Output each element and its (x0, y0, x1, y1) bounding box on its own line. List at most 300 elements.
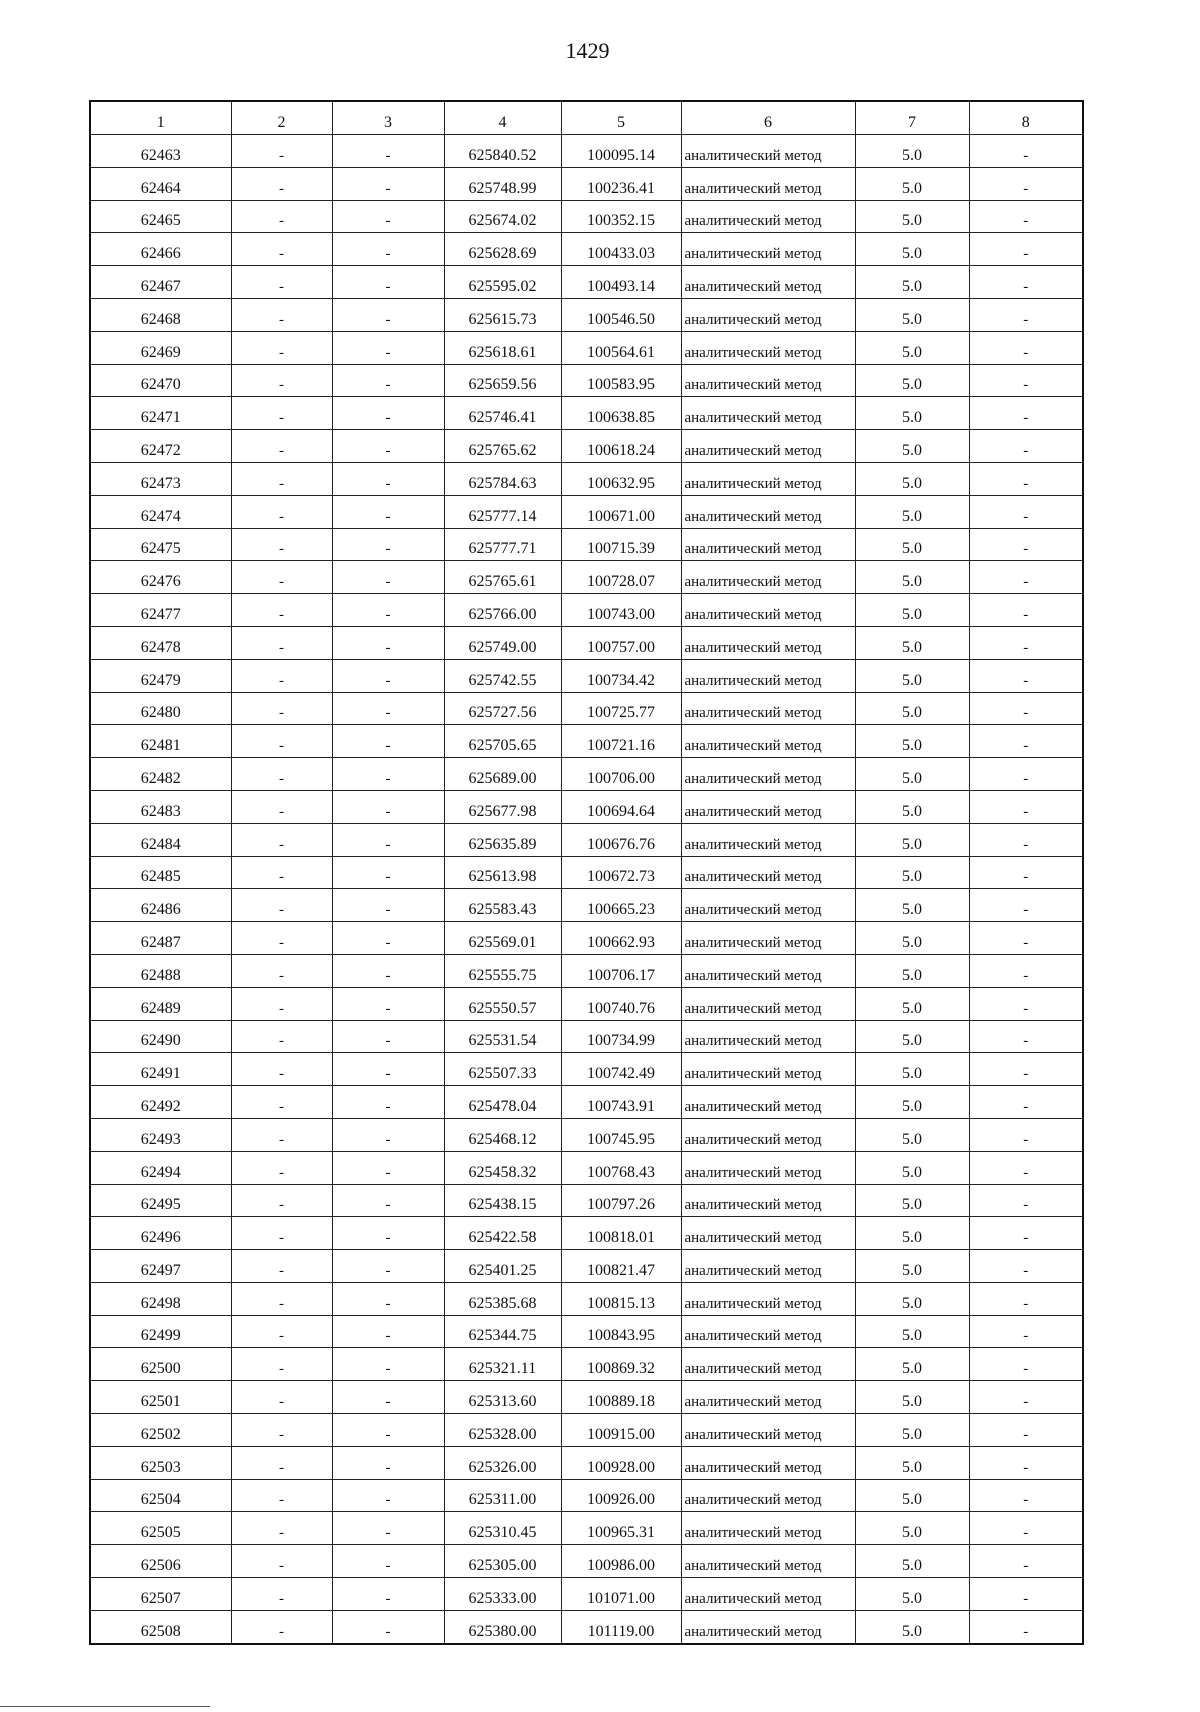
cell-coord-y: 100665.23 (561, 889, 681, 922)
cell-col-8: - (969, 1217, 1083, 1250)
table-row (90, 331, 1083, 364)
cell-col-2: - (231, 266, 332, 299)
cell-accuracy: 5.0 (855, 1282, 969, 1315)
cell-coord-y: 100706.00 (561, 758, 681, 791)
cell-col-2: - (231, 1315, 332, 1348)
cell-method: аналитический метод (681, 561, 855, 594)
table-row (90, 200, 1083, 233)
cell-coord-x: 625531.54 (444, 1020, 561, 1053)
cell-coord-y: 100671.00 (561, 495, 681, 528)
cell-coord-y: 100740.76 (561, 987, 681, 1020)
cell-col-2: - (231, 1545, 332, 1578)
cell-point-id: 62482 (90, 758, 231, 791)
cell-point-id: 62483 (90, 790, 231, 823)
cell-point-id: 62502 (90, 1414, 231, 1447)
cell-col-8: - (969, 987, 1083, 1020)
cell-accuracy: 5.0 (855, 364, 969, 397)
cell-col-8: - (969, 266, 1083, 299)
cell-accuracy: 5.0 (855, 1118, 969, 1151)
cell-coord-y: 100728.07 (561, 561, 681, 594)
cell-col-2: - (231, 1151, 332, 1184)
cell-col-3: - (332, 1086, 444, 1119)
table-header (90, 101, 1083, 135)
cell-method: аналитический метод (681, 1086, 855, 1119)
cell-method: аналитический метод (681, 1282, 855, 1315)
cell-method: аналитический метод (681, 298, 855, 331)
cell-coord-y: 100618.24 (561, 430, 681, 463)
cell-col-3: - (332, 1118, 444, 1151)
cell-col-3: - (332, 298, 444, 331)
cell-col-3: - (332, 1610, 444, 1643)
header-col-8: 8 (969, 101, 1083, 135)
cell-col-2: - (231, 889, 332, 922)
cell-coord-y: 100493.14 (561, 266, 681, 299)
table-row (90, 856, 1083, 889)
cell-coord-x: 625705.65 (444, 725, 561, 758)
cell-col-8: - (969, 135, 1083, 168)
cell-coord-x: 625615.73 (444, 298, 561, 331)
cell-col-2: - (231, 1118, 332, 1151)
cell-accuracy: 5.0 (855, 954, 969, 987)
table-row (90, 790, 1083, 823)
cell-col-8: - (969, 233, 1083, 266)
cell-coord-y: 100564.61 (561, 331, 681, 364)
cell-col-2: - (231, 1512, 332, 1545)
table-row (90, 298, 1083, 331)
cell-coord-x: 625344.75 (444, 1315, 561, 1348)
cell-coord-x: 625677.98 (444, 790, 561, 823)
cell-coord-x: 625618.61 (444, 331, 561, 364)
table-row (90, 430, 1083, 463)
table-row (90, 1545, 1083, 1578)
cell-point-id: 62495 (90, 1184, 231, 1217)
cell-accuracy: 5.0 (855, 626, 969, 659)
cell-coord-y: 100662.93 (561, 922, 681, 955)
cell-coord-x: 625765.61 (444, 561, 561, 594)
cell-coord-y: 100926.00 (561, 1479, 681, 1512)
cell-col-3: - (332, 692, 444, 725)
cell-method: аналитический метод (681, 1217, 855, 1250)
cell-method: аналитический метод (681, 266, 855, 299)
cell-coord-y: 100734.42 (561, 659, 681, 692)
cell-coord-y: 100915.00 (561, 1414, 681, 1447)
cell-coord-y: 100706.17 (561, 954, 681, 987)
cell-coord-y: 100676.76 (561, 823, 681, 856)
cell-point-id: 62496 (90, 1217, 231, 1250)
cell-method: аналитический метод (681, 331, 855, 364)
cell-point-id: 62489 (90, 987, 231, 1020)
cell-coord-y: 100928.00 (561, 1446, 681, 1479)
cell-method: аналитический метод (681, 922, 855, 955)
cell-accuracy: 5.0 (855, 922, 969, 955)
cell-col-3: - (332, 1414, 444, 1447)
cell-col-8: - (969, 1512, 1083, 1545)
cell-accuracy: 5.0 (855, 1315, 969, 1348)
table-row (90, 266, 1083, 299)
cell-col-2: - (231, 462, 332, 495)
cell-coord-x: 625507.33 (444, 1053, 561, 1086)
cell-point-id: 62474 (90, 495, 231, 528)
cell-coord-x: 625550.57 (444, 987, 561, 1020)
cell-col-8: - (969, 397, 1083, 430)
cell-col-3: - (332, 856, 444, 889)
cell-method: аналитический метод (681, 987, 855, 1020)
cell-method: аналитический метод (681, 1512, 855, 1545)
cell-accuracy: 5.0 (855, 233, 969, 266)
cell-col-3: - (332, 1151, 444, 1184)
cell-coord-y: 100821.47 (561, 1250, 681, 1283)
cell-accuracy: 5.0 (855, 1578, 969, 1611)
cell-col-3: - (332, 364, 444, 397)
cell-method: аналитический метод (681, 528, 855, 561)
cell-col-8: - (969, 528, 1083, 561)
cell-accuracy: 5.0 (855, 430, 969, 463)
cell-accuracy: 5.0 (855, 790, 969, 823)
cell-coord-y: 100986.00 (561, 1545, 681, 1578)
cell-coord-x: 625569.01 (444, 922, 561, 955)
table-row (90, 823, 1083, 856)
table-row (90, 987, 1083, 1020)
cell-col-3: - (332, 987, 444, 1020)
cell-coord-y: 100742.49 (561, 1053, 681, 1086)
table-row (90, 528, 1083, 561)
cell-coord-x: 625613.98 (444, 856, 561, 889)
cell-col-3: - (332, 397, 444, 430)
cell-col-2: - (231, 397, 332, 430)
cell-accuracy: 5.0 (855, 1250, 969, 1283)
cell-col-8: - (969, 495, 1083, 528)
cell-method: аналитический метод (681, 200, 855, 233)
cell-coord-x: 625422.58 (444, 1217, 561, 1250)
cell-col-8: - (969, 856, 1083, 889)
cell-method: аналитический метод (681, 594, 855, 627)
cell-point-id: 62500 (90, 1348, 231, 1381)
cell-coord-y: 100694.64 (561, 790, 681, 823)
cell-col-3: - (332, 135, 444, 168)
table-row (90, 462, 1083, 495)
cell-point-id: 62475 (90, 528, 231, 561)
cell-point-id: 62491 (90, 1053, 231, 1086)
cell-accuracy: 5.0 (855, 659, 969, 692)
cell-col-3: - (332, 758, 444, 791)
cell-method: аналитический метод (681, 364, 855, 397)
cell-method: аналитический метод (681, 233, 855, 266)
cell-coord-y: 100352.15 (561, 200, 681, 233)
cell-col-2: - (231, 1086, 332, 1119)
cell-accuracy: 5.0 (855, 889, 969, 922)
cell-point-id: 62466 (90, 233, 231, 266)
cell-col-2: - (231, 1250, 332, 1283)
cell-col-2: - (231, 823, 332, 856)
cell-method: аналитический метод (681, 856, 855, 889)
cell-coord-y: 101071.00 (561, 1578, 681, 1611)
cell-method: аналитический метод (681, 659, 855, 692)
cell-col-3: - (332, 889, 444, 922)
cell-coord-x: 625438.15 (444, 1184, 561, 1217)
cell-col-8: - (969, 561, 1083, 594)
table-row (90, 1151, 1083, 1184)
cell-accuracy: 5.0 (855, 1217, 969, 1250)
cell-point-id: 62464 (90, 167, 231, 200)
cell-col-2: - (231, 561, 332, 594)
cell-point-id: 62472 (90, 430, 231, 463)
cell-col-3: - (332, 954, 444, 987)
cell-accuracy: 5.0 (855, 1512, 969, 1545)
cell-coord-x: 625784.63 (444, 462, 561, 495)
table-row (90, 922, 1083, 955)
cell-point-id: 62468 (90, 298, 231, 331)
cell-coord-y: 100715.39 (561, 528, 681, 561)
cell-col-8: - (969, 1479, 1083, 1512)
bottom-rule (0, 1706, 210, 1707)
cell-point-id: 62505 (90, 1512, 231, 1545)
cell-method: аналитический метод (681, 758, 855, 791)
table-row (90, 954, 1083, 987)
cell-col-2: - (231, 1020, 332, 1053)
cell-col-8: - (969, 1020, 1083, 1053)
cell-coord-x: 625748.99 (444, 167, 561, 200)
cell-col-3: - (332, 594, 444, 627)
cell-point-id: 62494 (90, 1151, 231, 1184)
table-row (90, 1610, 1083, 1643)
cell-point-id: 62490 (90, 1020, 231, 1053)
table-row (90, 1086, 1083, 1119)
cell-point-id: 62506 (90, 1545, 231, 1578)
cell-accuracy: 5.0 (855, 200, 969, 233)
cell-accuracy: 5.0 (855, 266, 969, 299)
table-row (90, 397, 1083, 430)
cell-method: аналитический метод (681, 495, 855, 528)
cell-col-8: - (969, 1578, 1083, 1611)
cell-point-id: 62477 (90, 594, 231, 627)
cell-col-3: - (332, 922, 444, 955)
cell-coord-x: 625468.12 (444, 1118, 561, 1151)
cell-method: аналитический метод (681, 790, 855, 823)
cell-point-id: 62498 (90, 1282, 231, 1315)
table-body (90, 135, 1083, 1644)
cell-accuracy: 5.0 (855, 1610, 969, 1643)
table-row (90, 1414, 1083, 1447)
cell-accuracy: 5.0 (855, 856, 969, 889)
cell-accuracy: 5.0 (855, 495, 969, 528)
cell-method: аналитический метод (681, 135, 855, 168)
header-col-1: 1 (90, 101, 231, 135)
cell-col-3: - (332, 1315, 444, 1348)
header-col-7: 7 (855, 101, 969, 135)
cell-col-8: - (969, 954, 1083, 987)
cell-coord-x: 625766.00 (444, 594, 561, 627)
cell-col-2: - (231, 725, 332, 758)
cell-col-3: - (332, 1348, 444, 1381)
cell-col-2: - (231, 954, 332, 987)
cell-point-id: 62501 (90, 1381, 231, 1414)
table-row (90, 659, 1083, 692)
cell-method: аналитический метод (681, 725, 855, 758)
table-row (90, 1479, 1083, 1512)
cell-col-3: - (332, 1020, 444, 1053)
cell-col-2: - (231, 1578, 332, 1611)
cell-coord-x: 625628.69 (444, 233, 561, 266)
cell-col-8: - (969, 430, 1083, 463)
cell-col-8: - (969, 725, 1083, 758)
cell-method: аналитический метод (681, 1479, 855, 1512)
cell-col-8: - (969, 659, 1083, 692)
coordinates-table (89, 100, 1084, 1645)
cell-point-id: 62484 (90, 823, 231, 856)
table-row (90, 1578, 1083, 1611)
cell-coord-x: 625305.00 (444, 1545, 561, 1578)
cell-col-2: - (231, 1282, 332, 1315)
table-row (90, 1053, 1083, 1086)
cell-col-2: - (231, 135, 332, 168)
cell-method: аналитический метод (681, 1381, 855, 1414)
cell-col-3: - (332, 725, 444, 758)
cell-col-8: - (969, 1053, 1083, 1086)
cell-col-8: - (969, 1086, 1083, 1119)
cell-col-3: - (332, 790, 444, 823)
cell-col-3: - (332, 266, 444, 299)
cell-point-id: 62497 (90, 1250, 231, 1283)
cell-point-id: 62476 (90, 561, 231, 594)
cell-coord-y: 100236.41 (561, 167, 681, 200)
header-col-6: 6 (681, 101, 855, 135)
cell-method: аналитический метод (681, 397, 855, 430)
cell-accuracy: 5.0 (855, 725, 969, 758)
cell-coord-y: 101119.00 (561, 1610, 681, 1643)
cell-point-id: 62507 (90, 1578, 231, 1611)
table-row (90, 561, 1083, 594)
table-row (90, 889, 1083, 922)
cell-col-8: - (969, 298, 1083, 331)
cell-col-2: - (231, 1479, 332, 1512)
cell-method: аналитический метод (681, 692, 855, 725)
header-col-5: 5 (561, 101, 681, 135)
cell-col-2: - (231, 233, 332, 266)
cell-accuracy: 5.0 (855, 758, 969, 791)
cell-col-3: - (332, 823, 444, 856)
table-row (90, 495, 1083, 528)
cell-coord-y: 100889.18 (561, 1381, 681, 1414)
cell-accuracy: 5.0 (855, 167, 969, 200)
table-row (90, 1512, 1083, 1545)
cell-accuracy: 5.0 (855, 823, 969, 856)
cell-col-8: - (969, 922, 1083, 955)
cell-col-3: - (332, 1512, 444, 1545)
table-row (90, 1217, 1083, 1250)
cell-accuracy: 5.0 (855, 594, 969, 627)
table-row (90, 692, 1083, 725)
cell-accuracy: 5.0 (855, 528, 969, 561)
cell-accuracy: 5.0 (855, 1545, 969, 1578)
cell-col-3: - (332, 495, 444, 528)
cell-coord-x: 625777.71 (444, 528, 561, 561)
cell-col-3: - (332, 1446, 444, 1479)
cell-method: аналитический метод (681, 1545, 855, 1578)
cell-coord-y: 100797.26 (561, 1184, 681, 1217)
cell-accuracy: 5.0 (855, 1446, 969, 1479)
cell-col-3: - (332, 1545, 444, 1578)
cell-coord-y: 100743.91 (561, 1086, 681, 1119)
cell-coord-y: 100768.43 (561, 1151, 681, 1184)
cell-point-id: 62487 (90, 922, 231, 955)
cell-coord-x: 625313.60 (444, 1381, 561, 1414)
cell-accuracy: 5.0 (855, 1479, 969, 1512)
cell-accuracy: 5.0 (855, 987, 969, 1020)
cell-point-id: 62470 (90, 364, 231, 397)
header-col-4: 4 (444, 101, 561, 135)
cell-accuracy: 5.0 (855, 561, 969, 594)
cell-col-3: - (332, 561, 444, 594)
cell-method: аналитический метод (681, 1020, 855, 1053)
cell-col-8: - (969, 331, 1083, 364)
cell-point-id: 62486 (90, 889, 231, 922)
cell-col-8: - (969, 1250, 1083, 1283)
cell-accuracy: 5.0 (855, 692, 969, 725)
cell-col-2: - (231, 528, 332, 561)
cell-coord-y: 100869.32 (561, 1348, 681, 1381)
table-row (90, 1315, 1083, 1348)
cell-coord-y: 100583.95 (561, 364, 681, 397)
cell-method: аналитический метод (681, 1446, 855, 1479)
cell-col-3: - (332, 659, 444, 692)
cell-coord-x: 625583.43 (444, 889, 561, 922)
cell-accuracy: 5.0 (855, 1020, 969, 1053)
cell-method: аналитический метод (681, 462, 855, 495)
cell-coord-y: 100745.95 (561, 1118, 681, 1151)
cell-col-2: - (231, 495, 332, 528)
cell-col-3: - (332, 626, 444, 659)
cell-coord-y: 100725.77 (561, 692, 681, 725)
table-row (90, 364, 1083, 397)
cell-coord-y: 100843.95 (561, 1315, 681, 1348)
page-number: 1429 (565, 38, 610, 63)
cell-col-3: - (332, 167, 444, 200)
cell-col-2: - (231, 430, 332, 463)
cell-col-2: - (231, 659, 332, 692)
cell-coord-x: 625478.04 (444, 1086, 561, 1119)
cell-col-8: - (969, 1545, 1083, 1578)
header-row (90, 101, 1083, 135)
cell-coord-x: 625555.75 (444, 954, 561, 987)
table-row (90, 167, 1083, 200)
cell-col-2: - (231, 298, 332, 331)
cell-coord-x: 625333.00 (444, 1578, 561, 1611)
cell-point-id: 62479 (90, 659, 231, 692)
cell-col-3: - (332, 528, 444, 561)
cell-coord-x: 625659.56 (444, 364, 561, 397)
cell-col-8: - (969, 1348, 1083, 1381)
cell-col-8: - (969, 823, 1083, 856)
cell-col-8: - (969, 889, 1083, 922)
cell-point-id: 62504 (90, 1479, 231, 1512)
cell-point-id: 62508 (90, 1610, 231, 1643)
cell-col-8: - (969, 1282, 1083, 1315)
cell-method: аналитический метод (681, 1315, 855, 1348)
table-row (90, 233, 1083, 266)
header-col-2: 2 (231, 101, 332, 135)
cell-col-2: - (231, 1053, 332, 1086)
table-row (90, 758, 1083, 791)
cell-point-id: 62493 (90, 1118, 231, 1151)
cell-method: аналитический метод (681, 1610, 855, 1643)
cell-coord-x: 625326.00 (444, 1446, 561, 1479)
cell-coord-x: 625840.52 (444, 135, 561, 168)
cell-method: аналитический метод (681, 1250, 855, 1283)
cell-col-3: - (332, 1282, 444, 1315)
cell-method: аналитический метод (681, 1184, 855, 1217)
cell-col-3: - (332, 1053, 444, 1086)
cell-method: аналитический метод (681, 1151, 855, 1184)
